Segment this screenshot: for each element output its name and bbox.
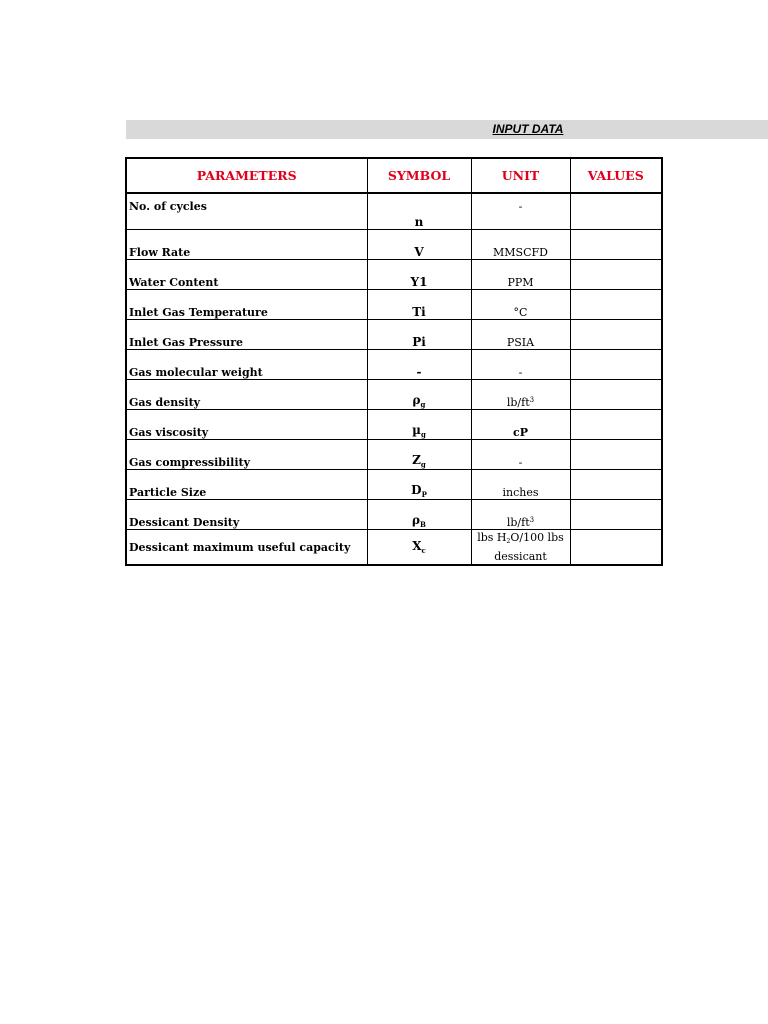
parameter-unit: -: [471, 440, 570, 470]
parameter-unit: $lb/ft^3$: [471, 500, 570, 530]
parameter-symbol: $D_P$: [367, 470, 471, 500]
parameter-name: No. of cycles: [126, 193, 367, 230]
parameter-name: Gas compressibility: [126, 440, 367, 470]
header-parameters: PARAMETERS: [126, 158, 367, 193]
table-header-row: [126, 158, 662, 193]
table-row: [126, 320, 662, 350]
value-cell[interactable]: [570, 530, 662, 566]
header-unit: UNIT: [471, 158, 570, 193]
parameter-unit: cP: [471, 410, 570, 440]
table-row: [126, 350, 662, 380]
parameter-symbol: $X_c$: [367, 530, 471, 566]
parameter-name: Flow Rate: [126, 230, 367, 260]
parameter-unit: -: [471, 350, 570, 380]
parameter-symbol: $\rho_B$: [367, 500, 471, 530]
table-row: [126, 500, 662, 530]
table-row: [126, 470, 662, 500]
parameter-name: Particle Size: [126, 470, 367, 500]
value-cell[interactable]: [570, 440, 662, 470]
parameter-symbol: Pi: [367, 320, 471, 350]
value-cell[interactable]: [570, 260, 662, 290]
value-cell[interactable]: [570, 470, 662, 500]
parameter-name: Dessicant maximum useful capacity: [126, 530, 367, 566]
value-cell[interactable]: [570, 193, 662, 230]
table-row: [126, 410, 662, 440]
table-row: [126, 193, 662, 230]
parameter-unit: inches: [471, 470, 570, 500]
table-row: [126, 230, 662, 260]
table-row: [126, 530, 662, 566]
value-cell[interactable]: [570, 230, 662, 260]
parameter-symbol: $\rho_g$: [367, 380, 471, 410]
parameter-name: Gas density: [126, 380, 367, 410]
value-cell[interactable]: [570, 410, 662, 440]
parameters-table: [125, 157, 663, 566]
parameter-symbol: $Z_g$: [367, 440, 471, 470]
parameter-unit: PSIA: [471, 320, 570, 350]
parameter-name: Gas viscosity: [126, 410, 367, 440]
parameter-unit: PPM: [471, 260, 570, 290]
value-cell[interactable]: [570, 500, 662, 530]
table-row: [126, 440, 662, 470]
parameter-name: Water Content: [126, 260, 367, 290]
table-row: [126, 260, 662, 290]
parameter-name: Dessicant Density: [126, 500, 367, 530]
header-symbol: SYMBOL: [367, 158, 471, 193]
parameter-symbol: Y1: [367, 260, 471, 290]
table-row: [126, 380, 662, 410]
parameter-unit: MMSCFD: [471, 230, 570, 260]
parameter-name: Inlet Gas Pressure: [126, 320, 367, 350]
page-title: INPUT DATA: [492, 122, 564, 136]
value-cell[interactable]: [570, 290, 662, 320]
parameter-symbol: -: [367, 350, 471, 380]
table-row: [126, 290, 662, 320]
value-cell[interactable]: [570, 320, 662, 350]
parameter-symbol: µ$_g$: [367, 410, 471, 440]
parameter-unit: lbs $H_2O/100$ lbs dessicant: [471, 530, 570, 566]
header-values: VALUES: [570, 158, 662, 193]
parameter-unit: $lb/ft^3$: [471, 380, 570, 410]
input-data-banner: [126, 120, 768, 139]
parameter-unit: °C: [471, 290, 570, 320]
parameter-unit: -: [471, 193, 570, 230]
parameter-name: Inlet Gas Temperature: [126, 290, 367, 320]
parameter-symbol: Ti: [367, 290, 471, 320]
parameter-symbol: n: [367, 193, 471, 230]
value-cell[interactable]: [570, 380, 662, 410]
parameter-name: Gas molecular weight: [126, 350, 367, 380]
value-cell[interactable]: [570, 350, 662, 380]
parameter-symbol: V: [367, 230, 471, 260]
